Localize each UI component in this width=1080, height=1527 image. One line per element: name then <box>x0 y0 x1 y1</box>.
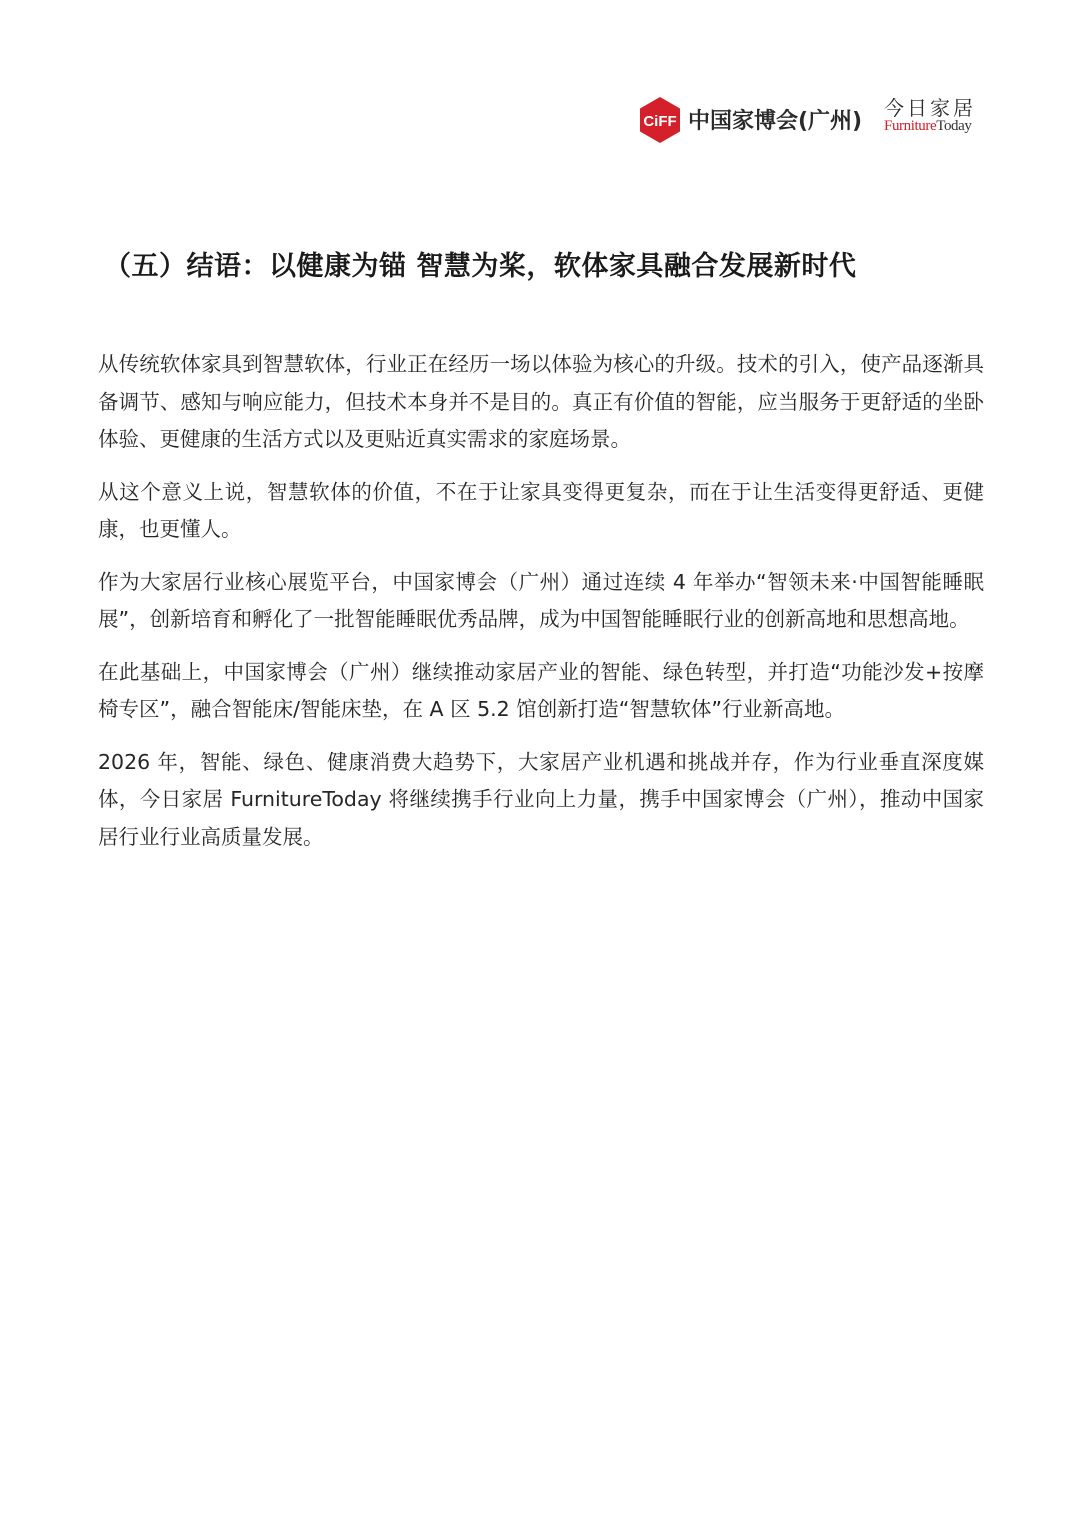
paragraph: 从传统软体家具到智慧软体，行业正在经历一场以体验为核心的升级。技术的引入，使产品逐渐具备调节、感知与响应能力，但技术本身并不是目的。真正有价值的智能，应当服务于更舒适的坐卧体验、更健康的生活方式以及更贴近真实需求的家庭场景。 <box>98 352 984 451</box>
paragraph: 作为大家居行业核心展览平台，中国家博会（广州）通过连续 4 年举办“智领未来·中国智能睡眠展”，创新培育和孵化了一批智能睡眠优秀品牌，成为中国智能睡眠行业的创新高地和思想高地。 <box>98 569 984 631</box>
furniture-today-en-part1: Furniture <box>884 118 937 134</box>
section-title: （五）结语：以健康为锚 智慧为桨，软体家具融合发展新时代 <box>104 251 857 282</box>
page-header <box>638 92 978 148</box>
body-content <box>98 346 984 871</box>
ciff-name: 中国家博会(广州) <box>688 109 863 134</box>
furniture-today-cn: 今日家居 <box>884 96 976 120</box>
furniture-today-en <box>884 118 972 135</box>
ciff-logo <box>638 96 682 144</box>
paragraph: 2026 年，智能、绿色、健康消费大趋势下，大家居产业机遇和挑战并存，作为行业垂直深度媒体，今日家居 FurnitureToday 将继续携手行业向上力量，携手中国家博会（广州），推动中国家居行业行业高质量发展。 <box>98 749 984 849</box>
paragraph: 在此基础上，中国家博会（广州）继续推动家居产业的智能、绿色转型，并打造“功能沙发+按摩椅专区”，融合智能床/智能床垫，在 A 区 5.2 馆创新打造“智慧软体”行业新高地。 <box>98 659 984 721</box>
paragraph: 从这个意义上说，智慧软体的价值，不在于让家具变得更复杂，而在于让生活变得更舒适、更健康，也更懂人。 <box>98 479 984 541</box>
furniture-today-en-part2: Today <box>936 118 972 134</box>
ciff-logo-text: CiFF <box>643 113 677 130</box>
furniture-today-logo <box>884 92 980 142</box>
